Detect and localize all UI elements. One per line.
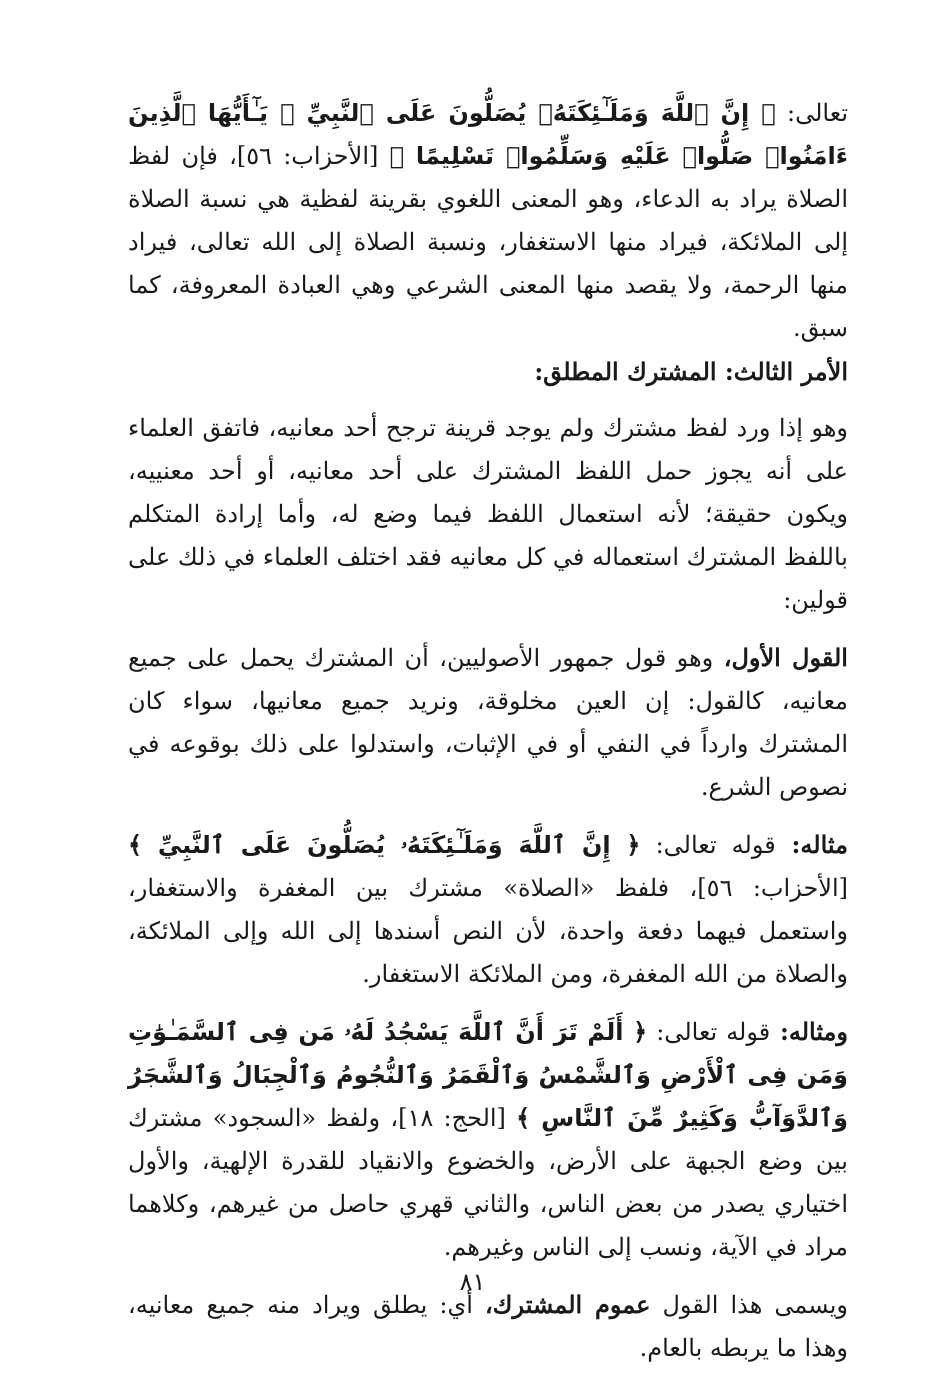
paragraph-3 (128, 636, 848, 809)
quran-verse: ﴿ إِنَّ ٱللَّهَ وَمَلَـٰٓئِكَتَهُۥ يُصَلُّونَ عَلَى ٱلنَّبِيِّ ۚ يَـٰٓأَيُّهَا ٱلَّذِينَ ءَامَنُوا۟ صَلُّوا۟ عَلَيْهِ وَسَلِّمُوا۟ تَسْلِيمًا ﴾ (128, 99, 848, 170)
paragraph-text: وهو إذا ورد لفظ مشترك ولم يوجد قرينة ترجح أحد معانيه، فاتفق العلماء على أنه يجوز حمل اللفظ المشترك على أحد معانيه، أو أحد معنييه، ويكون حقيقة؛ لأنه استعمال اللفظ فيما وضع له، وأما إرادة المتكلم باللفظ المشترك استعماله في كل معانيه فقد اختلف العلماء في ذلك على قولين: (128, 414, 848, 614)
quran-verse: ﴿ أَلَمْ تَرَ أَنَّ ٱللَّهَ يَسْجُدُ لَهُۥ مَن فِى ٱلسَّمَـٰوَٰتِ وَمَن فِى ٱلْأَرْضِ وَٱلشَّمْسُ وَٱلْقَمَرُ وَٱلنُّجُومُ وَٱلْجِبَالُ وَٱلشَّجَرُ وَٱلدَّوَآبُّ وَكَثِيرٌ مِّنَ ٱلنَّاسِ ﴾ (128, 1018, 849, 1132)
paragraph-1 (128, 92, 848, 350)
page-body (128, 92, 848, 1370)
paragraph-6 (128, 1283, 848, 1370)
paragraph-text: وهو قول جمهور الأصوليين، أن المشترك يحمل على جميع معانيه، كالقول: إن العين مخلوقة، ونريد جميع معانيها، سواء كان المشترك وارداً في النفي أو في الإثبات، واستدلوا على ذلك بوقوعه في نصوص الشرع. (128, 644, 848, 801)
paragraph-lead: مثاله: (775, 830, 849, 859)
paragraph-text: أي: يطلق ويراد منه جميع معانيه، وهذا ما يربطه بالعام. (128, 1291, 848, 1362)
paragraph-text: [الأحزاب: ٥٦]، فإن لفظ الصلاة يراد به الدعاء، وهو المعنى اللغوي بقرينة لفظية هي نسبة الصلاة إلى الملائكة، فيراد منها الاستغفار، ونسبة الصلاة إلى الله تعالى، فيراد منها الرحمة، ولا يقصد منها المعنى الشرعي وهي العبادة المعروفة، كما سبق. (128, 142, 848, 342)
page-number: ٨١ (459, 1268, 486, 1296)
quran-verse: ﴿ إِنَّ ٱللَّهَ وَمَلَـٰٓئِكَتَهُۥ يُصَلُّونَ عَلَى ٱلنَّبِيِّ ﴾ (128, 831, 641, 859)
paragraph-pre: قوله تعالى: (640, 831, 776, 859)
paragraph-bold-term: عموم المشترك، (484, 1290, 651, 1319)
paragraph-5 (128, 1010, 848, 1269)
paragraph-text: [الحج: ١٨]، ولفظ «السجود» مشترك بين وضع الجبهة على الأرض، والخضوع والانقياد للقدرة الإلهية، والأول اختياري يصدر من بعض الناس، والثاني قهري حاصل من غيرهم، وكلاهما مراد في الآية، ونسب إلى الناس وغيرهم. (128, 1104, 849, 1261)
paragraph-lead: تعالى: (775, 99, 848, 127)
paragraph-text: [الأحزاب: ٥٦]، فلفظ «الصلاة» مشترك بين المغفرة والاستغفار، واستعمل فيهما دفعة واحدة، لأن النص أسندها إلى الله وإلى الملائكة، والصلاة من الله المغفرة، ومن الملائكة الاستغفار. (128, 874, 848, 988)
paragraph-pre: ويسمى هذا القول (650, 1291, 848, 1319)
paragraph-pre: قوله تعالى: (647, 1018, 771, 1046)
paragraph-4 (128, 823, 848, 996)
section-heading: الأمر الثالث: المشترك المطلق: (534, 357, 848, 386)
paragraph-lead: القول الأول، (723, 643, 848, 672)
paragraph-lead: ومثاله: (770, 1017, 849, 1046)
paragraph-2 (128, 407, 848, 622)
